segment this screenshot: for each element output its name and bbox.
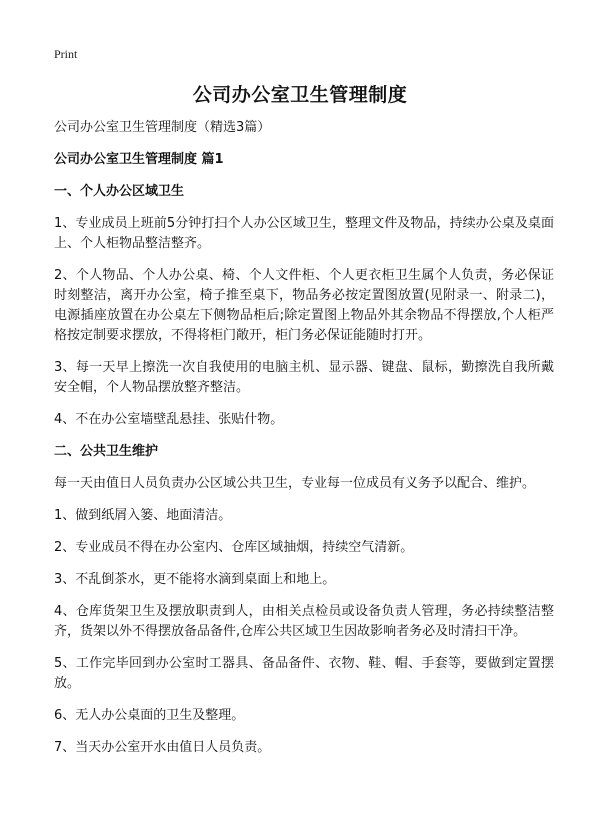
document-title: 公司办公室卫生管理制度 xyxy=(192,84,408,106)
section2-item-3: 3、不乱倒茶水，更不能将水滴到桌面上和地上。 xyxy=(54,572,336,587)
section2-intro: 每一天由值日人员负责办公区域公共卫生，专业每一位成员有义务予以配合、维护。 xyxy=(54,476,536,491)
section2-item-4: 4、仓库货架卫生及摆放职责到人，由相关点检员或设备负责人管理，务必持续整洁整齐，货架以外不得摆放备品备件,仓库公共区域卫生因故影响者务必及时清扫干净。 xyxy=(54,604,554,639)
print-label: Print xyxy=(54,47,78,61)
section2-item-7: 7、当天办公室开水由值日人员负责。 xyxy=(54,740,271,755)
section2-item-1: 1、做到纸屑入篓、地面清洁。 xyxy=(54,508,232,523)
section1-item-2: 2、个人物品、个人办公桌、椅、个人文件柜、个人更衣柜卫生属个人负责，务必保证时刻整洁，离开办公室，椅子推至桌下，物品务必按定置图放置(见附录一、附录二)，电源插座放置在办公桌左下侧物品柜后;除定置图上物品外其余物品不得摆放,个人柜严格按定制要求摆放，不得将柜门敞开，柜门务必保证能随时打开。 xyxy=(54,268,554,343)
section2-item-2: 2、专业成员不得在办公室内、仓库区域抽烟，持续空气清新。 xyxy=(54,540,414,555)
section1-item-3: 3、每一天早上擦洗一次自我使用的电脑主机、显示器、键盘、鼠标，勤擦洗自我所戴安全帽，个人物品摆放整齐整洁。 xyxy=(54,360,554,395)
section2-item-6: 6、无人办公桌面的卫生及整理。 xyxy=(54,708,245,723)
section-heading-personal: 一、个人办公区域卫生 xyxy=(54,184,185,199)
document-body xyxy=(54,118,554,770)
section-heading-public: 二、公共卫生维护 xyxy=(54,444,159,459)
section1-item-1: 1、专业成员上班前5分钟打扫个人办公区域卫生，整理文件及物品，持续办公桌及桌面上、个人柜物品整洁整齐。 xyxy=(54,216,554,251)
section2-item-5: 5、工作完毕回到办公室时工器具、备品备件、衣物、鞋、帽、手套等，要做到定置摆放。 xyxy=(54,656,554,691)
section1-item-4: 4、不在办公室墙壁乱悬挂、张贴什物。 xyxy=(54,412,284,427)
document-subtitle: 公司办公室卫生管理制度（精选3篇） xyxy=(54,120,271,135)
part-heading: 公司办公室卫生管理制度 篇1 xyxy=(54,152,224,167)
